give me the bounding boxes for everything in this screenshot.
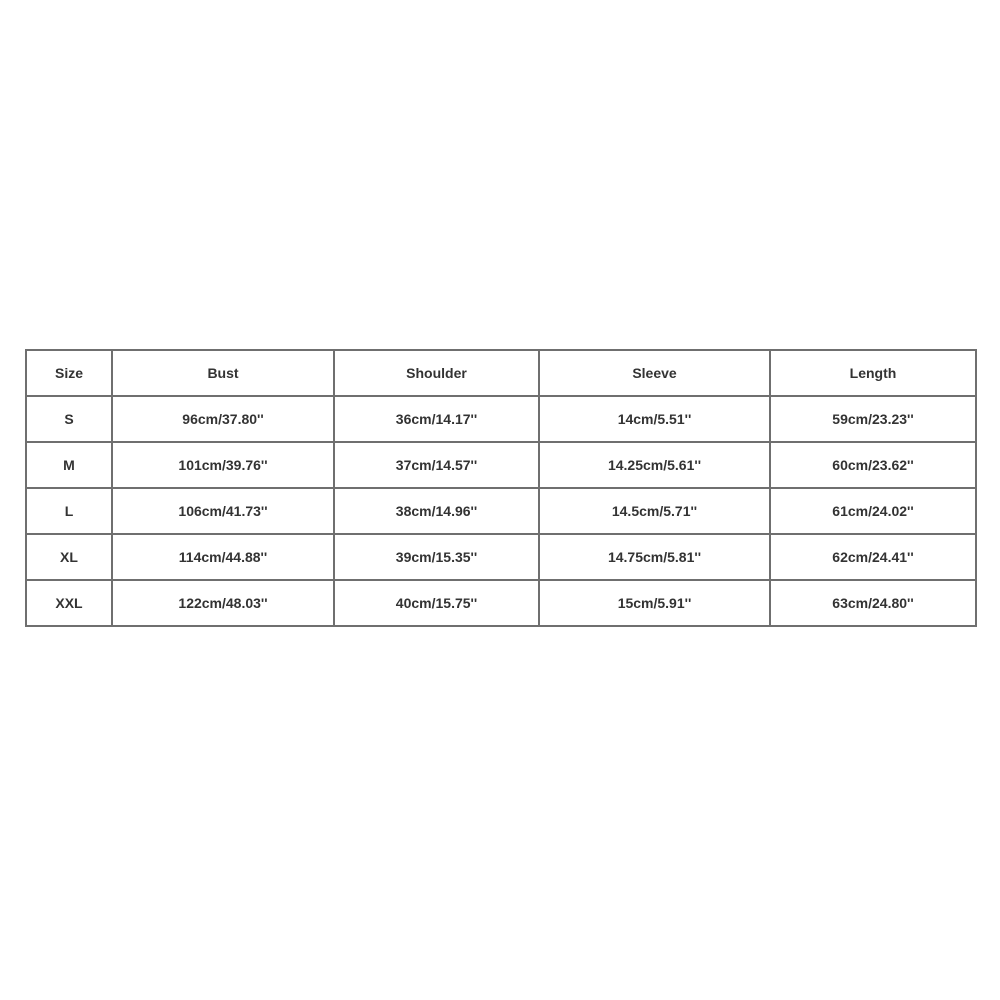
cell-sleeve: 14.25cm/5.61'' <box>539 442 770 488</box>
header-row <box>26 350 976 396</box>
cell-shoulder: 38cm/14.96'' <box>334 488 539 534</box>
table-header <box>26 350 976 396</box>
cell-shoulder: 39cm/15.35'' <box>334 534 539 580</box>
cell-sleeve: 14.75cm/5.81'' <box>539 534 770 580</box>
cell-size: XL <box>26 534 112 580</box>
table-row <box>26 488 976 534</box>
cell-shoulder: 36cm/14.17'' <box>334 396 539 442</box>
cell-size: S <box>26 396 112 442</box>
header-bust: Bust <box>112 350 334 396</box>
cell-length: 62cm/24.41'' <box>770 534 976 580</box>
table-row <box>26 534 976 580</box>
cell-bust: 96cm/37.80'' <box>112 396 334 442</box>
cell-sleeve: 14.5cm/5.71'' <box>539 488 770 534</box>
cell-length: 63cm/24.80'' <box>770 580 976 626</box>
cell-size: XXL <box>26 580 112 626</box>
header-size: Size <box>26 350 112 396</box>
cell-length: 60cm/23.62'' <box>770 442 976 488</box>
cell-bust: 122cm/48.03'' <box>112 580 334 626</box>
cell-bust: 101cm/39.76'' <box>112 442 334 488</box>
table-body <box>26 396 976 626</box>
header-sleeve: Sleeve <box>539 350 770 396</box>
cell-size: M <box>26 442 112 488</box>
table-row <box>26 580 976 626</box>
table-row <box>26 442 976 488</box>
cell-shoulder: 37cm/14.57'' <box>334 442 539 488</box>
cell-sleeve: 15cm/5.91'' <box>539 580 770 626</box>
cell-shoulder: 40cm/15.75'' <box>334 580 539 626</box>
table-row <box>26 396 976 442</box>
header-length: Length <box>770 350 976 396</box>
cell-length: 59cm/23.23'' <box>770 396 976 442</box>
size-chart-table <box>25 349 977 627</box>
cell-bust: 114cm/44.88'' <box>112 534 334 580</box>
cell-bust: 106cm/41.73'' <box>112 488 334 534</box>
cell-size: L <box>26 488 112 534</box>
header-shoulder: Shoulder <box>334 350 539 396</box>
cell-sleeve: 14cm/5.51'' <box>539 396 770 442</box>
cell-length: 61cm/24.02'' <box>770 488 976 534</box>
